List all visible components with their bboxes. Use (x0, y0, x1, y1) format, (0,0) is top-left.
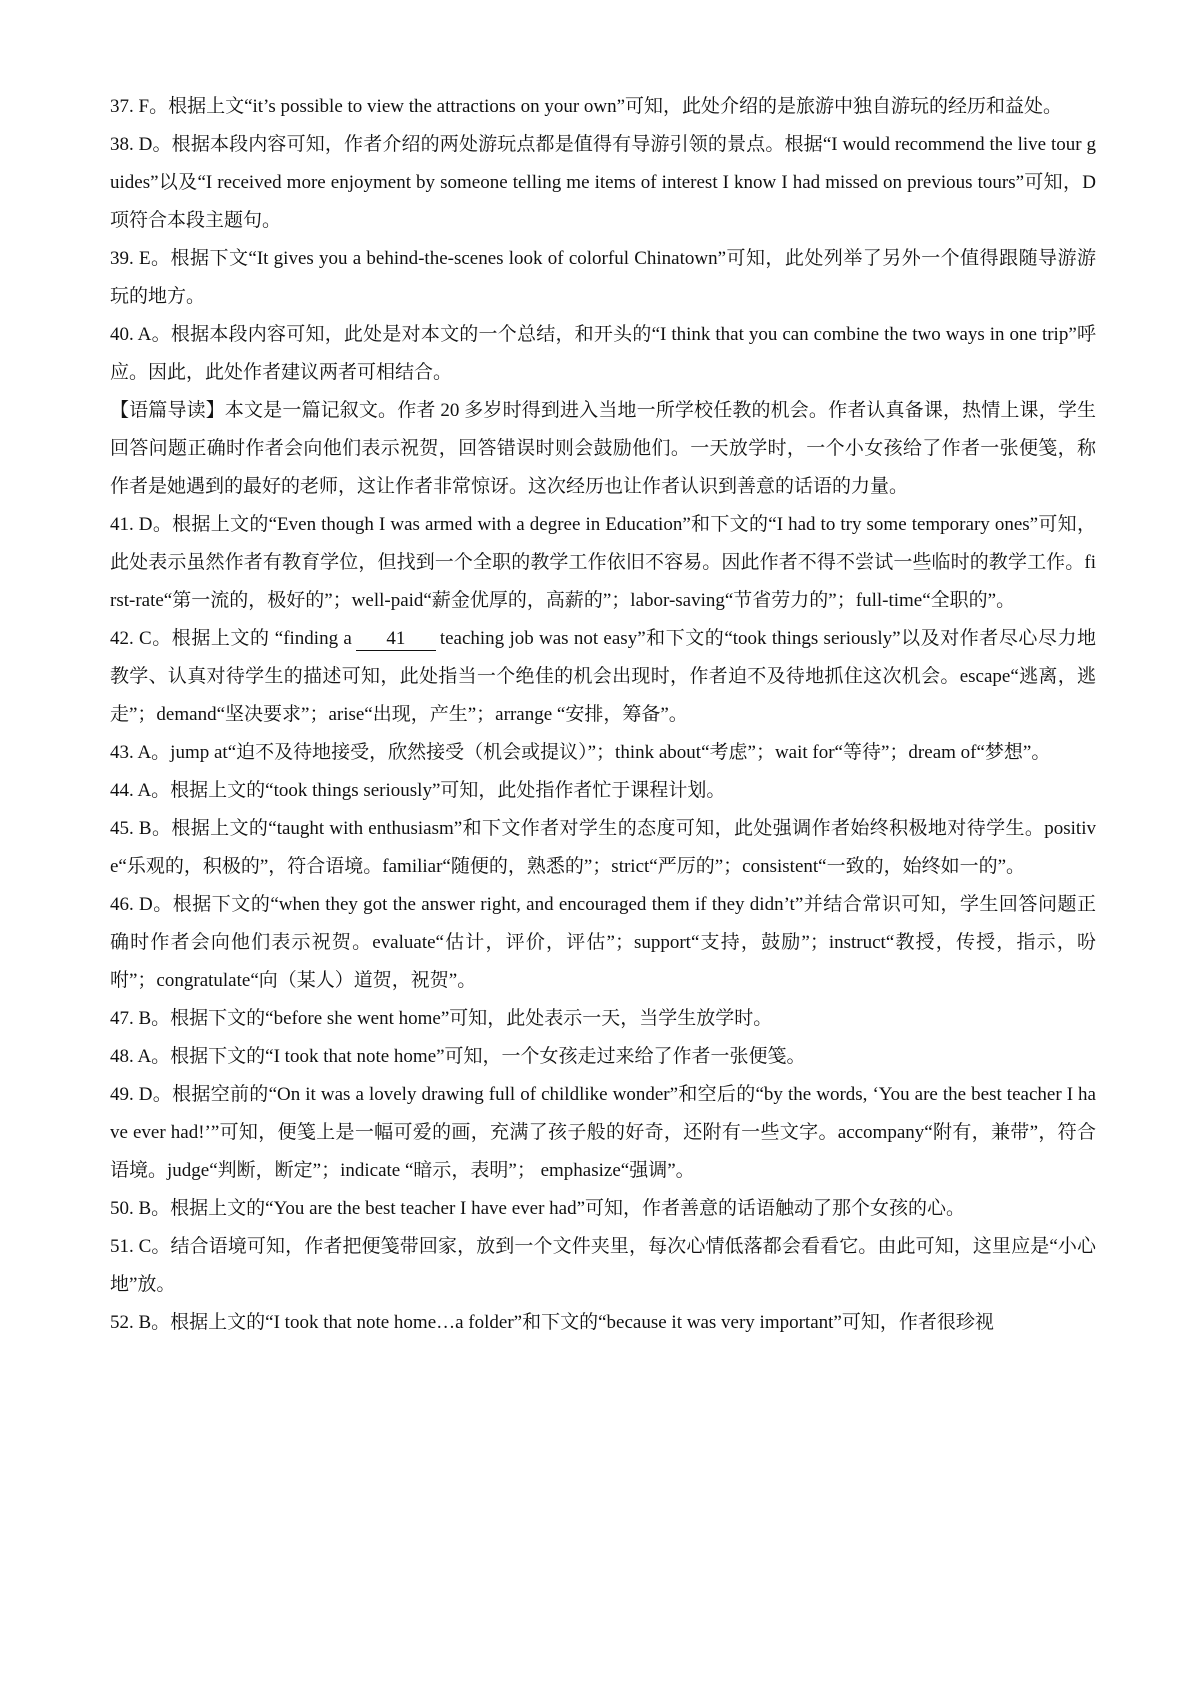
answer-explanations (110, 88, 1096, 1342)
explanation-37: 37. F。根据上文“it’s possible to view the attractions on your own”可知，此处介绍的是旅游中独自游玩的经历和益处。 (110, 96, 1063, 117)
blank-41: 41 (356, 628, 436, 651)
explanation-49: 49. D。根据空前的“On it was a lovely drawing full of childlike wonder”和空后的“by the words, ‘You are the best teacher I have ever had!’”可知，便笺上是一幅可爱的画，充满了孩子般的好奇，还附有一些文字。accompany“附有，兼带”，符合语境。judge“判断，断定”；indicate “暗示，表明”； emphasize“强调”。 (110, 1084, 1096, 1181)
explanation-46: 46. D。根据下文的“when they got the answer right, and encouraged them if they didn’t”并结合常识可知，学生回答问题正确时作者会向他们表示祝贺。evaluate“估计，评价，评估”；support“支持，鼓励”；instruct“教授，传授，指示，吩咐”；congratulate“向（某人）道贺，祝贺”。 (110, 894, 1096, 991)
passage-guide: 【语篇导读】本文是一篇记叙文。作者 20 多岁时得到进入当地一所学校任教的机会。作者认真备课，热情上课，学生回答问题正确时作者会向他们表示祝贺，回答错误时则会鼓励他们。一天放学时，一个小女孩给了作者一张便笺，称作者是她遇到的最好的老师，这让作者非常惊讶。这次经历也让作者认识到善意的话语的力量。 (110, 400, 1096, 497)
explanation-50: 50. B。根据上文的“You are the best teacher I have ever had”可知，作者善意的话语触动了那个女孩的心。 (110, 1198, 966, 1219)
explanation-43: 43. A。jump at“迫不及待地接受，欣然接受（机会或提议）”；think about“考虑”；wait for“等待”；dream of“梦想”。 (110, 742, 1051, 763)
explanation-47: 47. B。根据下文的“before she went home”可知，此处表示一天，当学生放学时。 (110, 1008, 773, 1029)
explanation-48: 48. A。根据下文的“I took that note home”可知，一个女孩走过来给了作者一张便笺。 (110, 1046, 806, 1067)
explanation-45: 45. B。根据上文的“taught with enthusiasm”和下文作者对学生的态度可知，此处强调作者始终积极地对待学生。positive“乐观的，积极的”，符合语境。familiar“随便的，熟悉的”；strict“严厉的”；consistent“一致的，始终如一的”。 (110, 818, 1096, 877)
explanation-42-post: teaching job was not easy”和下文的“took things seriously”以及对作者尽心尽力地教学、认真对待学生的描述可知，此处指当一个绝佳的机会出现时，作者迫不及待地抓住这次机会。escape“逃离，逃走”；demand“坚决要求”；arise“出现，产生”；arrange “安排，筹备”。 (110, 628, 1096, 725)
explanation-42 (110, 620, 1096, 734)
explanation-51: 51. C。结合语境可知，作者把便笺带回家，放到一个文件夹里，每次心情低落都会看看它。由此可知，这里应是“小心地”放。 (110, 1236, 1096, 1295)
explanation-52: 52. B。根据上文的“I took that note home…a folder”和下文的“because it was very important”可知，作者很珍视 (110, 1312, 994, 1333)
explanation-39: 39. E。根据下文“It gives you a behind-the-scenes look of colorful Chinatown”可知，此处列举了另外一个值得跟随导游游玩的地方。 (110, 248, 1096, 307)
explanation-38: 38. D。根据本段内容可知，作者介绍的两处游玩点都是值得有导游引领的景点。根据“I would recommend the live tour guides”以及“I received more enjoyment by someone telling me items of interest I know I had missed on previous tours”可知，D 项符合本段主题句。 (110, 134, 1096, 231)
explanation-42-pre: 42. C。根据上文的 “finding a (110, 628, 352, 649)
explanation-41: 41. D。根据上文的“Even though I was armed with a degree in Education”和下文的“I had to try some temporary ones”可知，此处表示虽然作者有教育学位，但找到一个全职的教学工作依旧不容易。因此作者不得不尝试一些临时的教学工作。first-rate“第一流的，极好的”；well-paid“薪金优厚的，高薪的”；labor-saving“节省劳力的”；full-time“全职的”。 (110, 514, 1096, 611)
explanation-44: 44. A。根据上文的“took things seriously”可知，此处指作者忙于课程计划。 (110, 780, 726, 801)
explanation-40: 40. A。根据本段内容可知，此处是对本文的一个总结，和开头的“I think that you can combine the two ways in one trip”呼应。因此，此处作者建议两者可相结合。 (110, 324, 1096, 383)
